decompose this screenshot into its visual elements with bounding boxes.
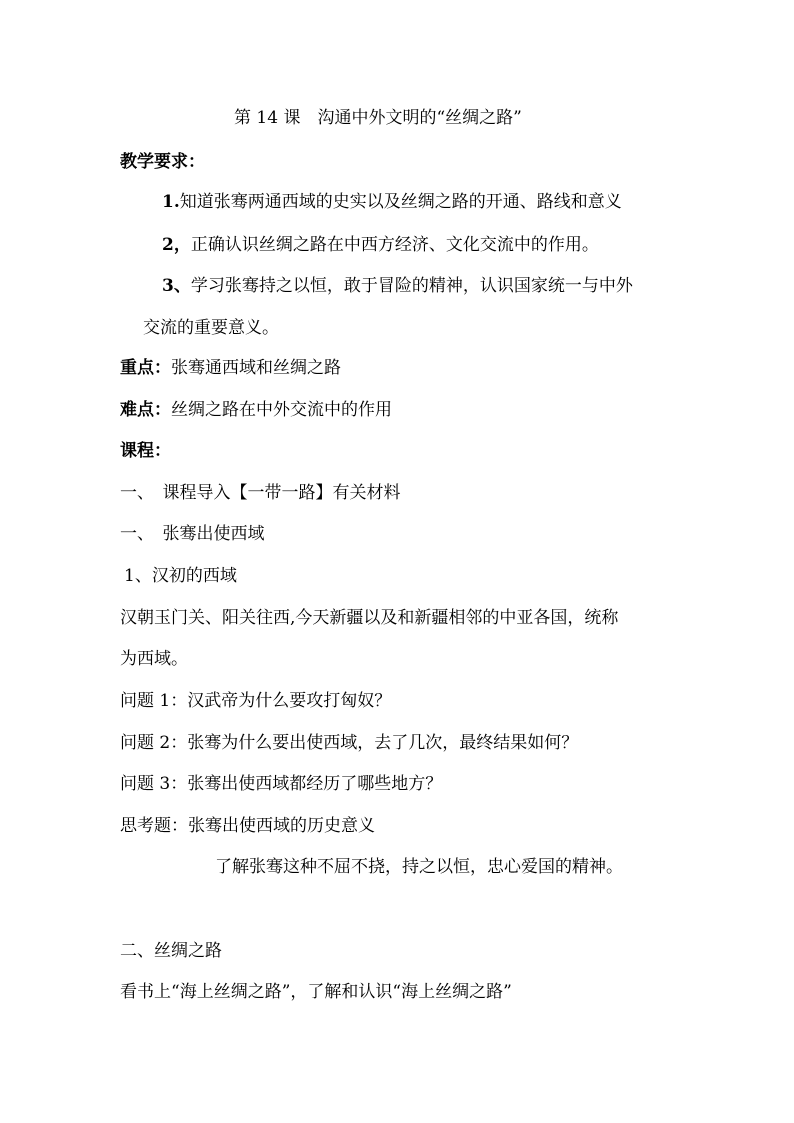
requirement-item-3 — [162, 276, 633, 296]
requirement-text: 学习张骞持之以恒，敢于冒险的精神，认识国家统一与中外 — [190, 276, 633, 296]
thinking-question: 思考题：张骞出使西域的历史意义 — [120, 816, 375, 836]
requirements-heading: 教学要求： — [120, 152, 205, 172]
requirement-number: 2， — [162, 235, 191, 255]
requirement-item-2 — [162, 235, 599, 255]
requirement-text: 正确认识丝绸之路在中西方经济、文化交流中的作用。 — [190, 235, 599, 255]
subsection-western-regions: 1、汉初的西域 — [124, 566, 237, 586]
requirement-item-3-continuation: 交流的重要意义。 — [143, 318, 279, 338]
question-2: 问题 2：张骞为什么要出使西域，去了几次，最终结果如何？ — [120, 733, 579, 753]
paragraph-line: 汉朝玉门关、阳关往西,今天新疆以及和新疆相邻的中亚各国，统称 — [120, 608, 619, 628]
requirement-number: 3、 — [162, 276, 191, 296]
section-zhangqian: 一、 张骞出使西域 — [120, 524, 265, 544]
requirement-text: 知道张骞两通西域的史实以及丝绸之路的开通、路线和意义 — [179, 192, 622, 212]
difficult-point-label: 难点： — [120, 400, 171, 420]
key-point — [120, 358, 341, 378]
question-1: 问题 1：汉武帝为什么要攻打匈奴？ — [120, 691, 392, 711]
key-point-text: 张骞通西域和丝绸之路 — [171, 358, 341, 378]
requirement-item-1 — [162, 192, 622, 212]
difficult-point — [120, 400, 392, 420]
spirit-statement: 了解张骞这种不屈不挠，持之以恒，忠心爱国的精神。 — [215, 857, 623, 877]
page-title: 第 14 课 沟通中外文明的“丝绸之路” — [234, 108, 522, 128]
process-heading: 课程： — [120, 441, 171, 461]
requirement-number: 1. — [162, 192, 180, 212]
section-intro: 一、 课程导入【一带一路】有关材料 — [120, 483, 401, 503]
paragraph-line: 为西域。 — [120, 649, 188, 669]
key-point-label: 重点： — [120, 358, 171, 378]
question-3: 问题 3：张骞出使西域都经历了哪些地方？ — [120, 774, 443, 794]
reading-instruction: 看书上“海上丝绸之路”，了解和认识“海上丝绸之路” — [120, 982, 512, 1002]
section-silk-road: 二、丝绸之路 — [120, 941, 222, 961]
difficult-point-text: 丝绸之路在中外交流中的作用 — [171, 400, 392, 420]
